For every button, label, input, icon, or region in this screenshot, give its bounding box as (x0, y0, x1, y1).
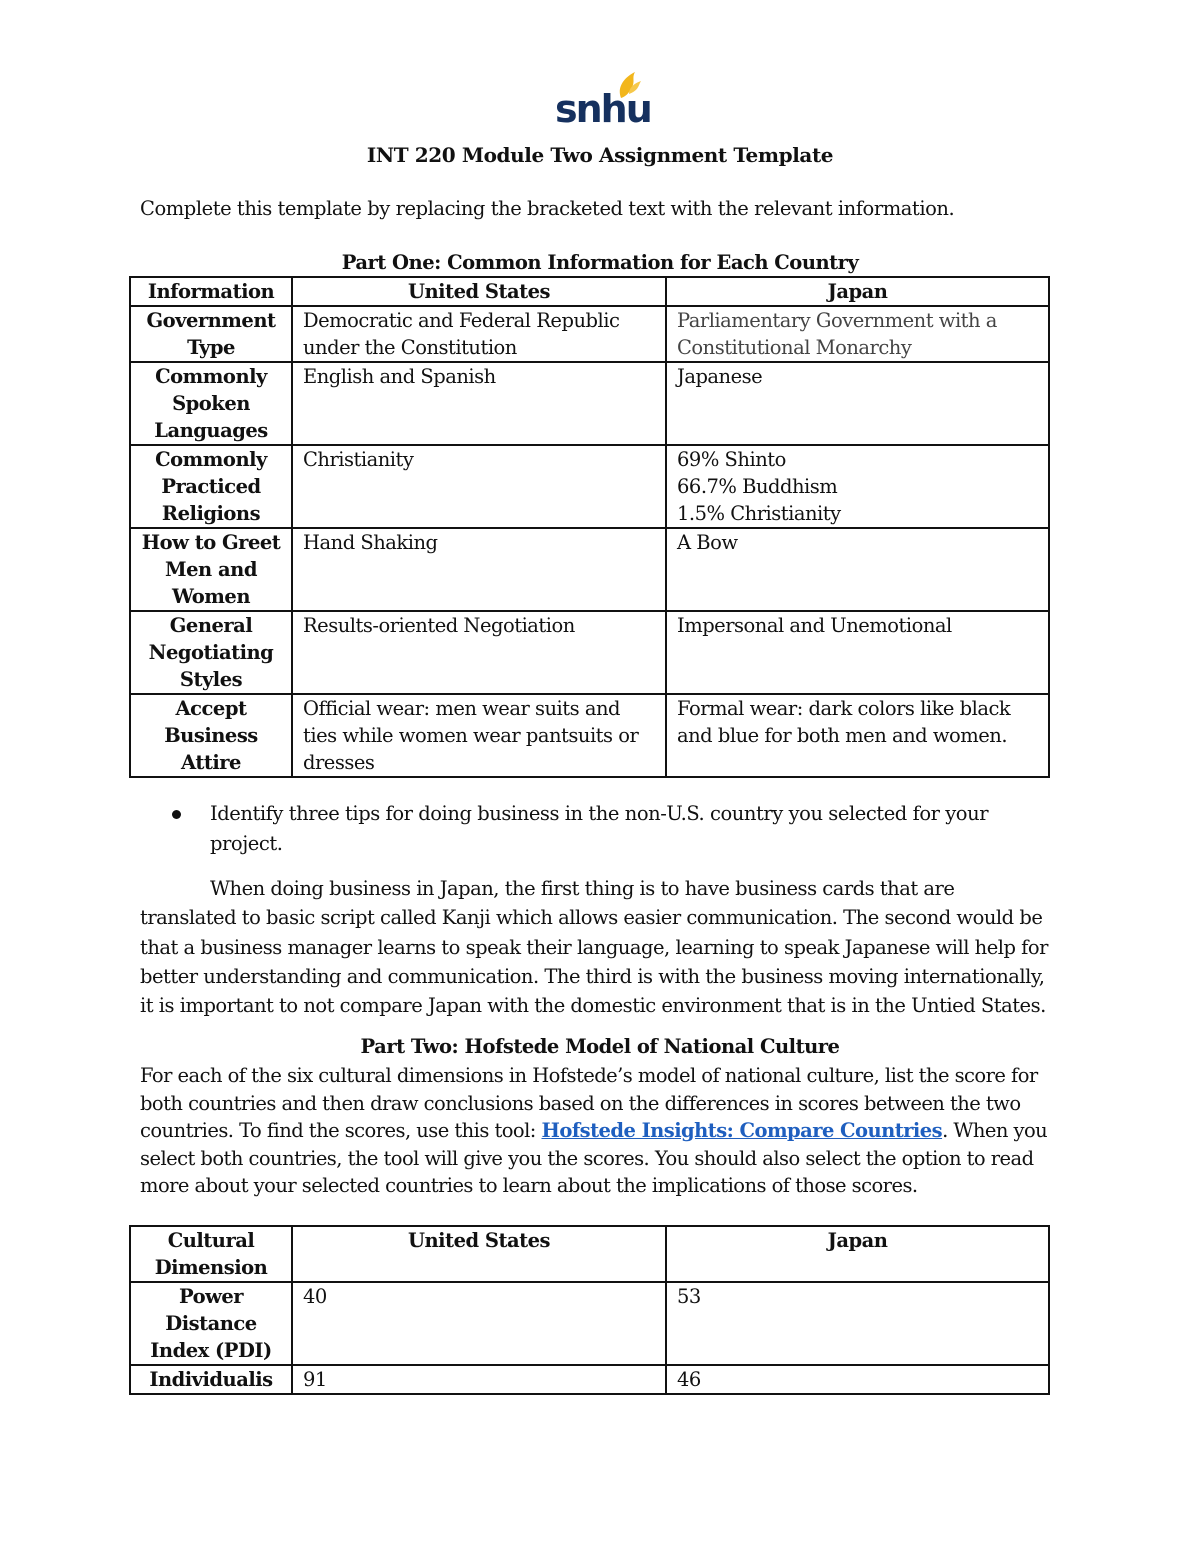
row-label: Commonly Spoken Languages (130, 362, 292, 445)
us-score-cell: 40 (292, 1282, 666, 1365)
header-united-states: United States (292, 1226, 666, 1282)
part-two-title: Part Two: Hofstede Model of National Culture (360, 1035, 840, 1058)
table-row (130, 445, 1049, 528)
table-header-row (130, 277, 1049, 306)
header-japan: Japan (666, 277, 1049, 306)
instructions-text: For each of the six cultural dimensions in Hofstede’s model of national culture, list the score for both countries and then draw conclusions based on the differences in scores between the two countries. To find the scores, use this tool: (140, 1064, 1038, 1142)
common-info-table (129, 276, 1050, 778)
us-cell: Hand Shaking (292, 528, 666, 611)
table-row (130, 362, 1049, 445)
us-cell: English and Spanish (292, 362, 666, 445)
hofstede-table (129, 1225, 1050, 1395)
row-label: Government Type (130, 306, 292, 362)
header-united-states: United States (292, 277, 666, 306)
document-title: INT 220 Module Two Assignment Template (366, 143, 834, 167)
intro-text: Complete this template by replacing the bracketed text with the relevant information. (140, 197, 955, 220)
japan-score-cell: 46 (666, 1365, 1049, 1394)
religion-line: 66.7% Buddhism (677, 475, 838, 498)
row-label: Commonly Practiced Religions (130, 445, 292, 528)
header-information: Information (130, 277, 292, 306)
table-row (130, 1365, 1049, 1394)
header-cultural-dimension: Cultural Dimension (130, 1226, 292, 1282)
japan-cell: Formal wear: dark colors like black and blue for both men and women. (666, 694, 1049, 777)
row-label: Individualis (130, 1365, 292, 1394)
row-label: How to Greet Men and Women (130, 528, 292, 611)
us-cell: Official wear: men wear suits and ties while women wear pantsuits or dresses (292, 694, 666, 777)
hofstede-link[interactable]: Hofstede Insights: Compare Countries (541, 1119, 943, 1142)
table-row (130, 1282, 1049, 1365)
us-cell: Results-oriented Negotiation (292, 611, 666, 694)
part-one-title: Part One: Common Information for Each Country (341, 251, 859, 274)
header-japan: Japan (666, 1226, 1049, 1282)
religion-line: 1.5% Christianity (677, 502, 841, 525)
row-label: Power Distance Index (PDI) (130, 1282, 292, 1365)
row-label: Accept Business Attire (130, 694, 292, 777)
instructions-text-end: . When you select both countries, the tool will give you the scores. You should also select the option to read more about your selected countries to learn about the implications of those scores. (140, 1119, 1048, 1197)
table-row (130, 694, 1049, 777)
japan-cell: Parliamentary Government with a Constitutional Monarchy (666, 306, 1049, 362)
logo-wordmark: snhu (555, 87, 651, 131)
answer-paragraph: When doing business in Japan, the first thing is to have business cards that are translated to basic script called Kanji which allows easier communication. The second would be that a business manager learns to speak their language, learning to speak Japanese will help for better understanding and communication. The third is with the business moving internationally, it is important to not compare Japan with the domestic environment that is in the Untied States. (140, 877, 1048, 1018)
us-cell: Democratic and Federal Republic under the Constitution (292, 306, 666, 362)
row-label: General Negotiating Styles (130, 611, 292, 694)
bullet-text: Identify three tips for doing business in the non-U.S. country you selected for your project. (210, 802, 989, 855)
table-row (130, 306, 1049, 362)
us-score-cell: 91 (292, 1365, 666, 1394)
table-row (130, 611, 1049, 694)
table-header-row (130, 1226, 1049, 1282)
part-two-instructions (140, 1062, 1055, 1200)
japan-cell (666, 445, 1049, 528)
bullet-dot-icon (172, 810, 181, 819)
japan-score-cell: 53 (666, 1282, 1049, 1365)
table-row (130, 528, 1049, 611)
us-cell: Christianity (292, 445, 666, 528)
japan-cell: Japanese (666, 362, 1049, 445)
religion-line: 69% Shinto (677, 448, 786, 471)
japan-cell: Impersonal and Unemotional (666, 611, 1049, 694)
japan-cell: A Bow (666, 528, 1049, 611)
snhu-logo (555, 70, 651, 132)
